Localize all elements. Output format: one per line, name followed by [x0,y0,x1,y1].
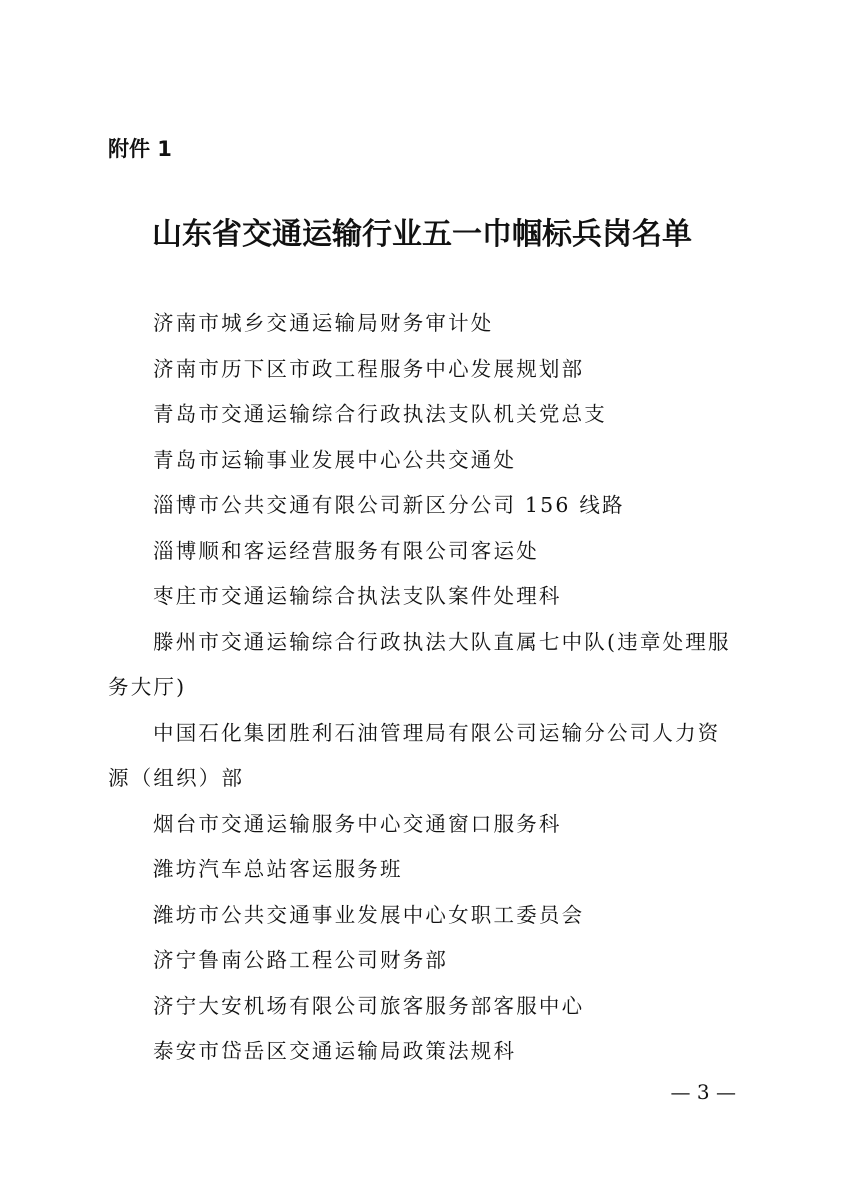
page-number: — 3 — [670,1080,736,1104]
list-item: 潍坊市公共交通事业发展中心女职工委员会 [153,902,585,927]
unit-list [108,301,736,1075]
list-item: 济南市历下区市政工程服务中心发展规划部 [153,356,585,381]
list-item: 青岛市运输事业发展中心公共交通处 [153,447,517,472]
list-item: 枣庄市交通运输综合执法支队案件处理科 [153,584,562,608]
list-item: 泰安市岱岳区交通运输局政策法规科 [153,1039,517,1063]
list-item: 烟台市交通运输服务中心交通窗口服务科 [153,811,562,836]
list-item: 济宁鲁南公路工程公司财务部 [153,948,449,972]
list-item: 中国石化集团胜利石油管理局有限公司运输分公司人力资源（组织）部 [108,720,721,790]
list-item: 淄博市公共交通有限公司新区分公司 156 线路 [153,493,625,517]
document-title: 山东省交通运输行业五一巾帼标兵岗名单 [152,217,692,252]
list-item: 济宁大安机场有限公司旅客服务部客服中心 [153,993,585,1018]
list-item: 青岛市交通运输综合行政执法支队机关党总支 [153,402,607,426]
list-item: 淄博顺和客运经营服务有限公司客运处 [153,538,539,563]
list-item: 潍坊汽车总站客运服务班 [153,857,403,881]
attachment-label: 附件 1 [108,137,172,161]
list-item: 滕州市交通运输综合行政执法大队直属七中队(违章处理服务大厅) [108,629,731,699]
list-item: 济南市城乡交通运输局财务审计处 [153,311,494,335]
